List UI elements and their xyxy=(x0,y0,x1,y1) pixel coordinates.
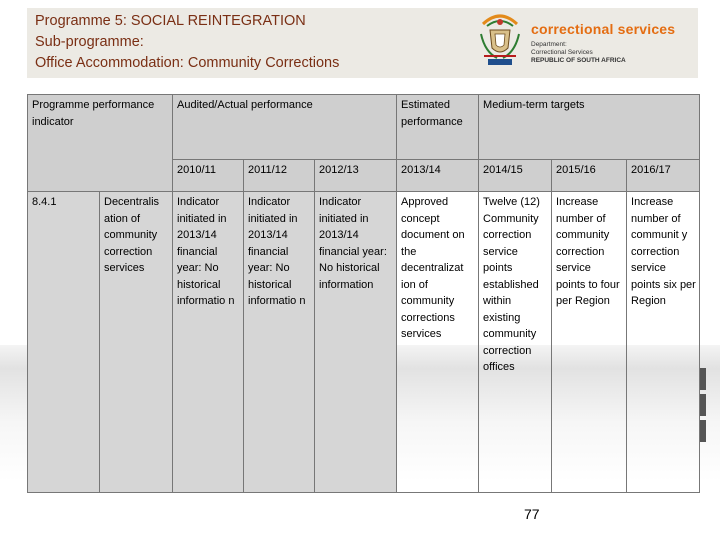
title-office-accommodation: Office Accommodation: Community Corrections xyxy=(35,55,340,71)
department-logo xyxy=(475,12,695,72)
table-row xyxy=(28,192,700,493)
title-programme: Programme 5: SOCIAL REINTEGRATION xyxy=(35,13,306,29)
cell-2012-13: Indicator initiated in 2013/14 financial year: No historical information xyxy=(315,192,397,493)
cell-2013-14: Approved concept document on the decentralizat ion of community corrections services xyxy=(397,192,479,493)
header-indicator: Programme performance indicator xyxy=(28,95,173,192)
year-header: 2013/14 xyxy=(397,160,479,192)
slide-title xyxy=(35,11,339,74)
cell-2016-17: Increase number of communit y correction service points six per Region xyxy=(627,192,700,493)
year-header: 2015/16 xyxy=(552,160,627,192)
performance-table xyxy=(27,94,700,493)
cell-2015-16: Increase number of community correction service points to four per Region xyxy=(552,192,627,493)
logo-text: correctional services xyxy=(531,21,676,37)
edge-marker xyxy=(700,420,706,442)
year-header: 2010/11 xyxy=(173,160,244,192)
edge-marker xyxy=(700,368,706,390)
header-medium-term-targets: Medium-term targets xyxy=(479,95,700,160)
department-caption xyxy=(531,41,626,65)
year-header: 2016/17 xyxy=(627,160,700,192)
dept-line-1: Department: xyxy=(531,41,567,48)
edge-marker xyxy=(700,394,706,416)
year-header: 2011/12 xyxy=(244,160,315,192)
cell-2014-15: Twelve (12) Community correction service points established within existing community correction offices xyxy=(479,192,552,493)
header-audited-performance: Audited/Actual performance xyxy=(173,95,397,160)
row-indicator: Decentralis ation of community correction services xyxy=(100,192,173,493)
page-number: 77 xyxy=(524,506,540,522)
title-subprogramme: Sub-programme: xyxy=(35,34,144,50)
header-estimated-performance: Estimated performance xyxy=(397,95,479,160)
row-number: 8.4.1 xyxy=(28,192,100,493)
slide-header xyxy=(27,8,698,78)
coat-of-arms-icon xyxy=(475,12,525,70)
cell-2011-12: Indicator initiated in 2013/14 financial year: No historical informatio n xyxy=(244,192,315,493)
cell-2010-11: Indicator initiated in 2013/14 financial year: No historical informatio n xyxy=(173,192,244,493)
dept-line-2: Correctional Services xyxy=(531,49,593,56)
dept-line-3: REPUBLIC OF SOUTH AFRICA xyxy=(531,57,626,64)
year-header: 2012/13 xyxy=(315,160,397,192)
year-header: 2014/15 xyxy=(479,160,552,192)
